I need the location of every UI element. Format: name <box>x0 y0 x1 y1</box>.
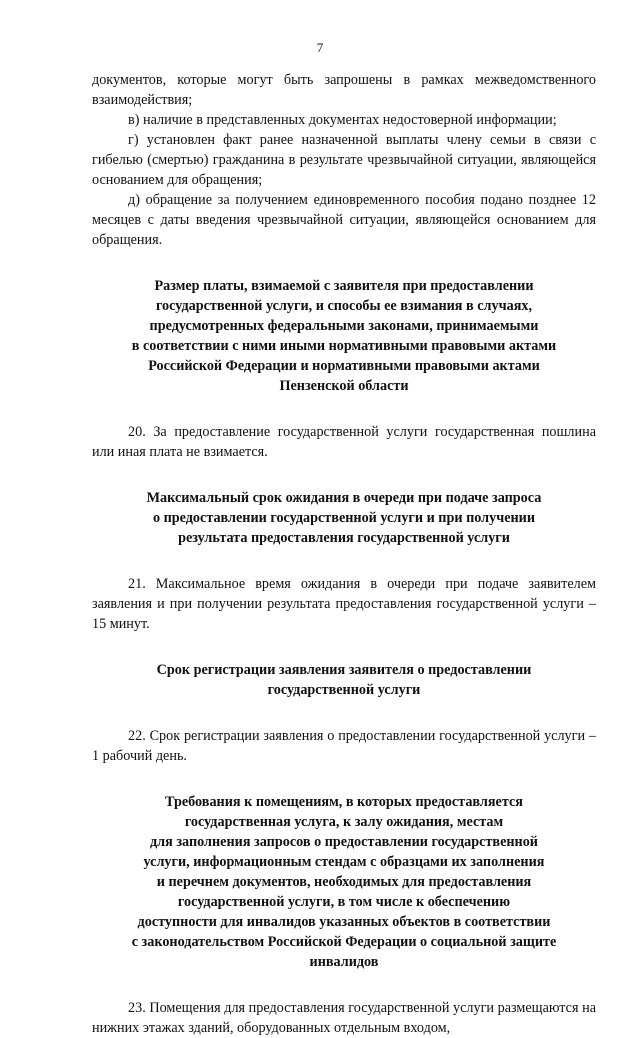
heading-line: и перечнем документов, необходимых для предоставления <box>156 874 532 890</box>
paragraph-item-g: г) установлен факт ранее назначенной выплаты члену семьи в связи с гибелью (смертью) гражданина в результате чрезвычайной ситуации, являющейся основанием для обращения; <box>92 132 596 188</box>
heading-line: с законодательством Российской Федерации о социальной защите <box>131 934 557 950</box>
paragraph-continuation: документов, которые могут быть запрошены в рамках межведомственного взаимодействия; <box>92 72 596 108</box>
paragraph-21: 21. Максимальное время ожидания в очереди при подаче заявителем заявления и при получении результата предоставления государственной услуги – 15 минут. <box>92 576 596 632</box>
heading-line: государственной услуги, в том числе к обеспечению <box>177 894 511 910</box>
document-body <box>92 70 596 1038</box>
heading-line: доступности для инвалидов указанных объектов в соответствии <box>137 914 551 930</box>
paragraph-23: 23. Помещения для предоставления государственной услуги размещаются на нижних этажах зданий, оборудованных отдельным входом, <box>92 1000 596 1036</box>
heading-line: государственной услуги, и способы ее взимания в случаях, <box>155 298 533 314</box>
section-heading-premises-requirements <box>92 792 596 972</box>
heading-line: Российской Федерации и нормативными правовыми актами <box>148 358 540 374</box>
section-heading-fee <box>92 276 596 396</box>
heading-line: Размер платы, взимаемой с заявителя при предоставлении <box>154 278 534 294</box>
heading-line: Пензенской области <box>279 378 409 394</box>
paragraph-item-v: в) наличие в представленных документах недостоверной информации; <box>128 112 557 128</box>
heading-line: услуги, информационным стендам с образцами их заполнения <box>143 854 545 870</box>
heading-line: Срок регистрации заявления заявителя о предоставлении <box>156 662 532 678</box>
paragraph-item-d: д) обращение за получением единовременного пособия подано позднее 12 месяцев с даты введения чрезвычайной ситуации, являющейся основанием для обращения. <box>92 192 596 248</box>
section-heading-registration-term <box>92 660 596 700</box>
heading-line: Требования к помещениям, в которых предоставляется <box>165 794 523 810</box>
section-heading-queue-time <box>92 488 596 548</box>
heading-line: для заполнения запросов о предоставлении государственной <box>150 834 538 850</box>
heading-line: государственная услуга, к залу ожидания, местам <box>184 814 504 830</box>
heading-line: Максимальный срок ожидания в очереди при подаче запроса <box>146 490 542 506</box>
heading-line: государственной услуги <box>267 682 421 698</box>
heading-line: в соответствии с ними иными нормативными правовыми актами <box>131 338 557 354</box>
page-number: 7 <box>316 40 324 55</box>
heading-line: результата предоставления государственной услуги <box>178 530 510 546</box>
paragraph-22: 22. Срок регистрации заявления о предоставлении государственной услуги – 1 рабочий день. <box>92 728 596 764</box>
heading-line: о предоставлении государственной услуги и при получении <box>152 510 536 526</box>
paragraph-20: 20. За предоставление государственной услуги государственная пошлина или иная плата не взимается. <box>92 424 596 460</box>
heading-line: предусмотренных федеральными законами, принимаемыми <box>149 318 539 334</box>
heading-line: инвалидов <box>309 954 379 970</box>
